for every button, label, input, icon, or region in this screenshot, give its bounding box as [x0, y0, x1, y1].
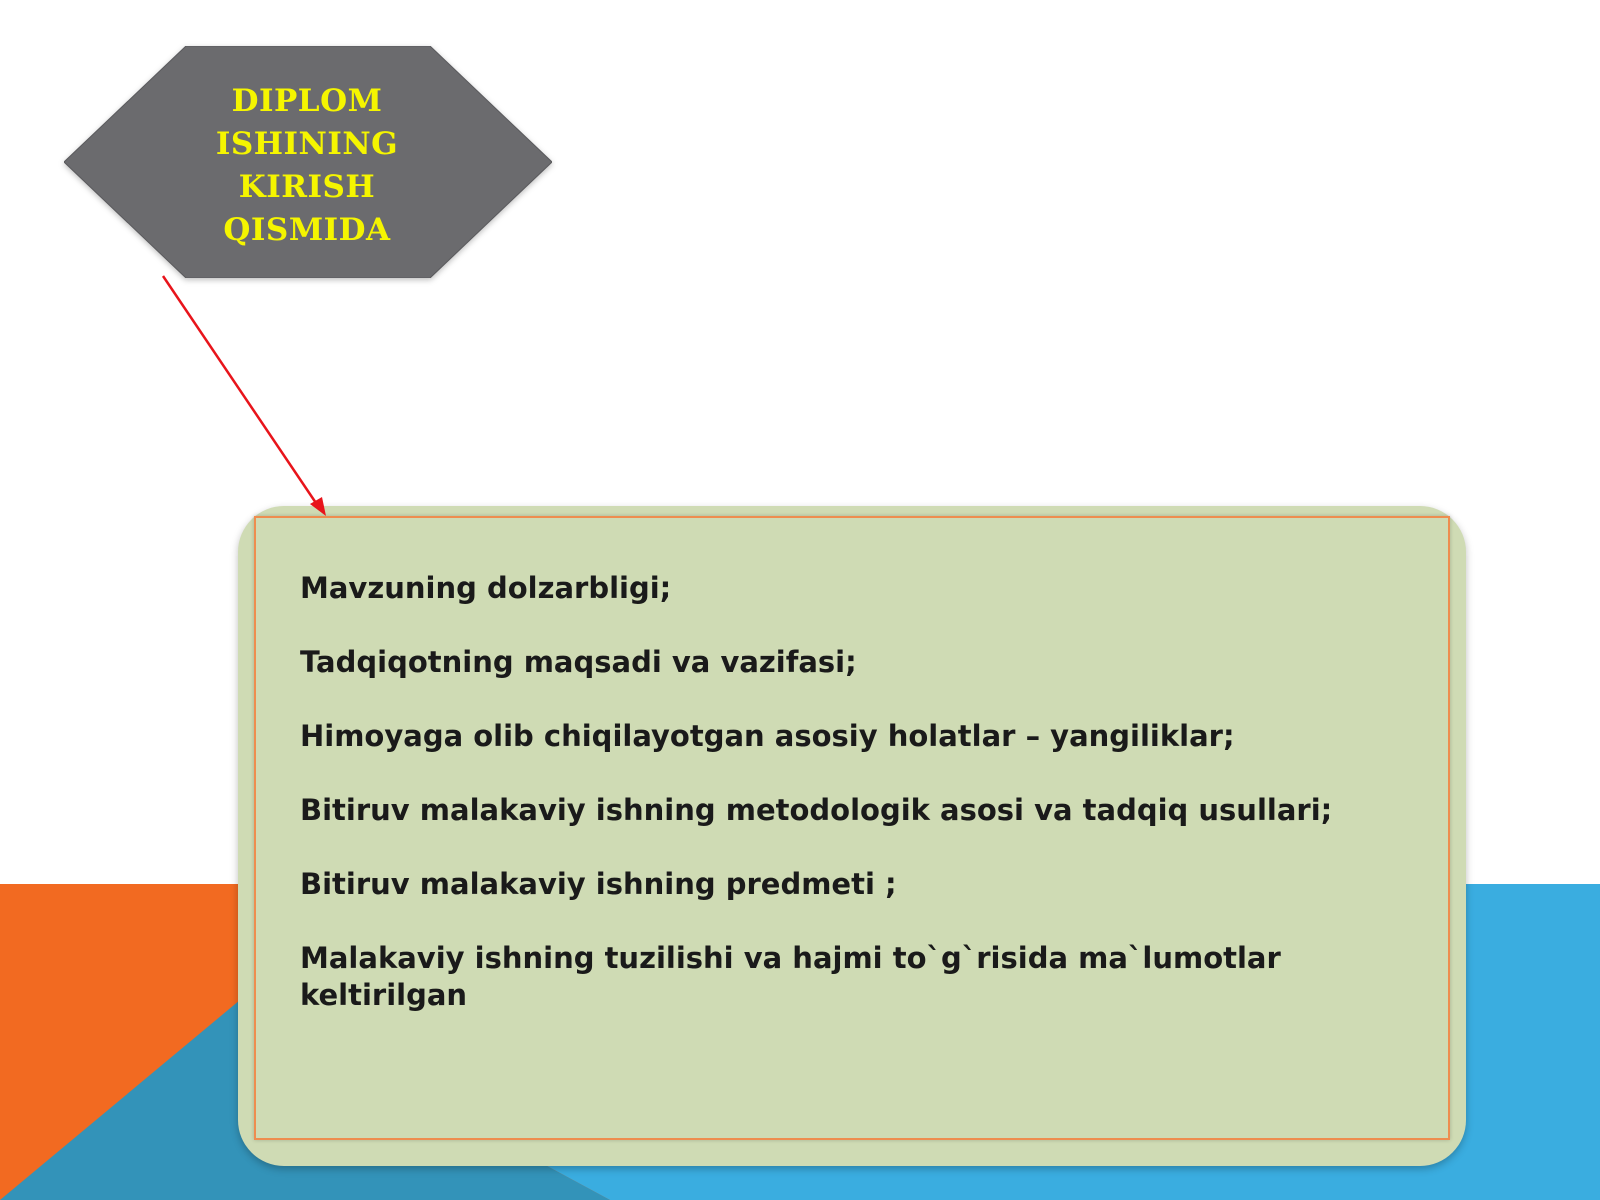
list-item: Himoyaga olib chiqilayotgan asosiy holatlar – yangiliklar;: [300, 719, 1235, 753]
list-item: Tadqiqotning maqsadi va vazifasi;: [300, 645, 857, 679]
list-item: Malakaviy ishning tuzilishi va hajmi to`g`risida ma`lumotlar keltirilgan: [300, 941, 1281, 1012]
slide-title: [172, 80, 442, 252]
list-item: Bitiruv malakaviy ishning metodologik asosi va tadqiq usullari;: [300, 793, 1333, 827]
title-line: QISMIDA: [223, 212, 391, 248]
title-line: ISHINING: [215, 126, 399, 162]
content-list: [300, 570, 1380, 1051]
list-item: Bitiruv malakaviy ishning predmeti ;: [300, 867, 897, 901]
title-line: DIPLOM: [231, 83, 383, 119]
title-line: KIRISH: [238, 169, 376, 205]
list-item: Mavzuning dolzarbligi;: [300, 571, 672, 605]
